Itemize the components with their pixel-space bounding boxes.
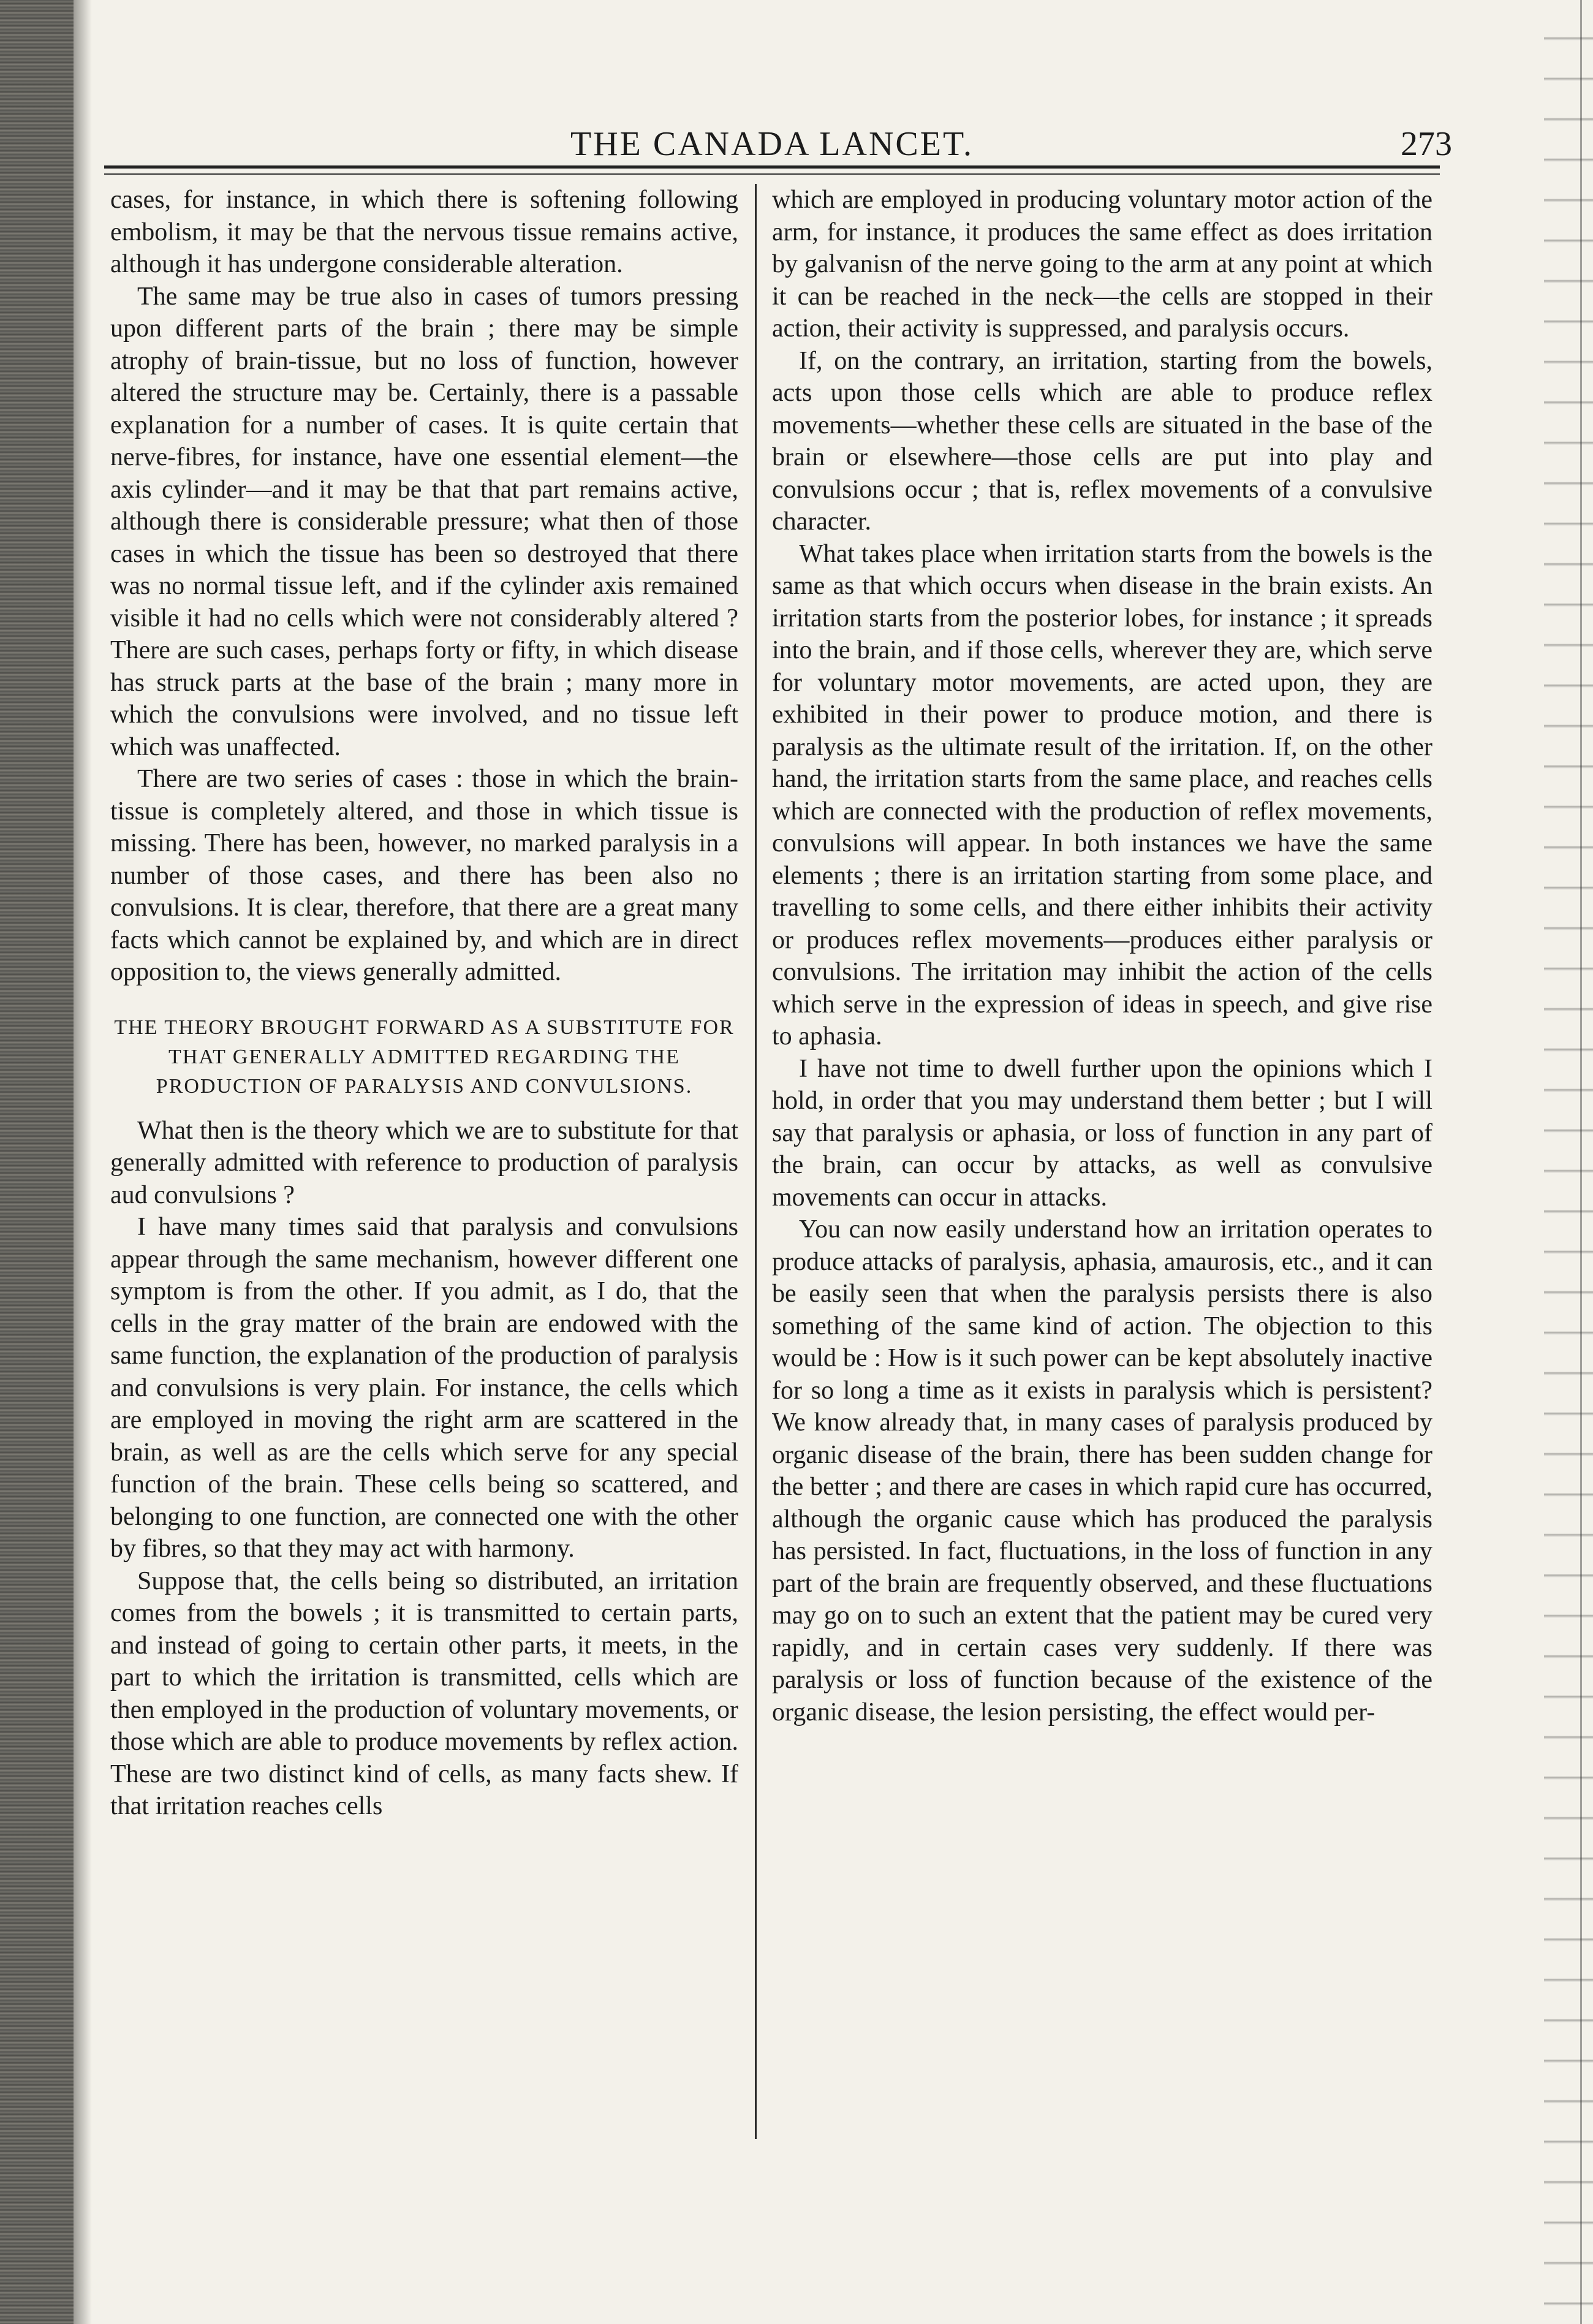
paragraph: cases, for instance, in which there is softening following embolism, it may be that the nervous tissue remains active, although it has undergone considerable alteration. <box>110 186 738 278</box>
header-rule-thin <box>104 173 1440 175</box>
left-column <box>110 184 738 2145</box>
paragraph: What takes place when irritation starts from the bowels is the same as that which occurs when disease in the brain exists. An irritation starts from the posterior lobes, for instance ; it spreads into the brain, and if those cells, wherever they are, which serve for voluntary motor movements, are acted upon, they are exhibited in their power to produce motion, and there is paralysis as the ultimate result of the irritation. If, on the other hand, the irritation starts from the same place, and reaches cells which are connected with the production of reflex movements, convulsions will appear. In both instances we have the same elements ; there is an irritation starting from some place, and travelling to some cells, and there either inhibits their activity or produces reflex movements—produces either paralysis or convulsions. The irritation may inhibit the action of the cells which serve in the expression of ideas in speech, and give rise to aphasia. <box>772 539 1432 1050</box>
paragraph: Suppose that, the cells being so distributed, an irritation comes from the bowels ; it is transmitted to certain parts, and instead of going to certain other parts, it meets, in the part to which the irritation is transmitted, cells which are then employed in the production of voluntary movements, or those which are able to produce movements by reflex action. These are two distinct kind of cells, as many facts shew. If that irritation reaches cells <box>110 1566 738 1820</box>
paragraph: which are employed in producing voluntary motor action of the arm, for instance, it produces the same effect as does irritation by galvanisn of the nerve going to the arm at any point at which it can be reached in the neck—the cells are stopped in their action, their activity is suppressed, and paralysis occurs. <box>772 186 1432 343</box>
paragraph: I have many times said that paralysis and convulsions appear through the same mechanism, however different one symptom is from the other. If you admit, as I do, that the cells in the gray matter of the brain are endowed with the same function, the explanation of the production of paralysis and convulsions is very plain. For instance, the cells which are employed in moving the right arm are scattered in the brain, as well as are the cells which serve for any special function of the brain. These cells being so scattered, and belonging to one function, are connected one with the other by fibres, so that they may act with harmony. <box>110 1213 738 1563</box>
page-header <box>104 120 1452 169</box>
paragraph: I have not time to dwell further upon the opinions which I hold, in order that you may understand them better ; but I will say that paralysis or aphasia, or loss of function in any part of the brain, can occur by attacks, as well as convulsive movements can occur in attacks. <box>772 1054 1432 1212</box>
paragraph: There are two series of cases : those in which the brain-tissue is completely altered, and those in which tissue is missing. There has been, however, no marked paralysis in a number of those cases, and there has been also no convulsions. It is clear, therefore, that there are a great many facts which cannot be explained by, and which are in direct opposition to, the views generally admitted. <box>110 765 738 986</box>
paragraph: If, on the contrary, an irritation, starting from the bowels, acts upon those cells which are able to produce reflex movements—whether these cells are situated in the base of the brain or elsewhere—those cells are put into play and convulsions occur ; that is, reflex movements of a convulsive character. <box>772 346 1432 536</box>
column-divider <box>755 184 757 2139</box>
paragraph: The same may be true also in cases of tumors pressing upon different parts of the brain ; there may be simple atrophy of brain-tissue, but no loss of function, however altered the structure may be. Certainly, there is a passable explanation for a number of cases. It is quite certain that nerve-fibres, for instance, have one essential element—the axis cylinder—and it may be that that part remains active, although there is considerable pressure; what then of those cases in which the tissue has been so destroyed that there was no normal tissue left, and if the cylinder axis remained visible it had no cells which were not considerably altered ? There are such cases, perhaps forty or fifty, in which disease has struck parts at the base of the brain ; many more in which the convulsions were involved, and no tissue left which was unaffected. <box>110 282 738 761</box>
header-rule-thick <box>104 165 1440 169</box>
paragraph: What then is the theory which we are to substitute for that generally admitted with reference to production of paralysis aud convulsions ? <box>110 1116 738 1209</box>
book-binding-edge <box>0 0 74 2324</box>
running-title: THE CANADA LANCET. <box>570 125 974 163</box>
page-edge-line <box>1580 0 1582 2324</box>
right-column <box>772 184 1432 2145</box>
page-number: 273 <box>1401 125 1452 163</box>
paragraph: You can now easily understand how an irritation operates to produce attacks of paralysis, aphasia, amaurosis, etc., and it can be easily seen that when the paralysis persists there is also something of the same kind of action. The objection to this would be : How is it such power can be kept absolutely inactive for so long a time as it exists in paralysis which is persistent? We know already that, in many cases of paralysis produced by organic disease of the brain, there has been sudden change for the better ; and there are cases in which rapid cure has occurred, although the organic cause which has produced the paralysis has persisted. In fact, fluctuations, in the loss of function in any part of the brain are frequently observed, and these fluctuations may go on to such an extent that the patient may be cured very rapidly, and in certain cases very suddenly. If there was paralysis or loss of function because of the existence of the organic disease, the lesion persisting, the effect would per- <box>772 1215 1432 1726</box>
section-heading: THE THEORY BROUGHT FORWARD AS A SUBSTITUTE FOR THAT GENERALLY ADMITTED REGARDING THE PRODUCTION OF PARALYSIS AND CONVULSIONS. <box>114 1016 735 1098</box>
page-edge-marks <box>1544 0 1593 2324</box>
